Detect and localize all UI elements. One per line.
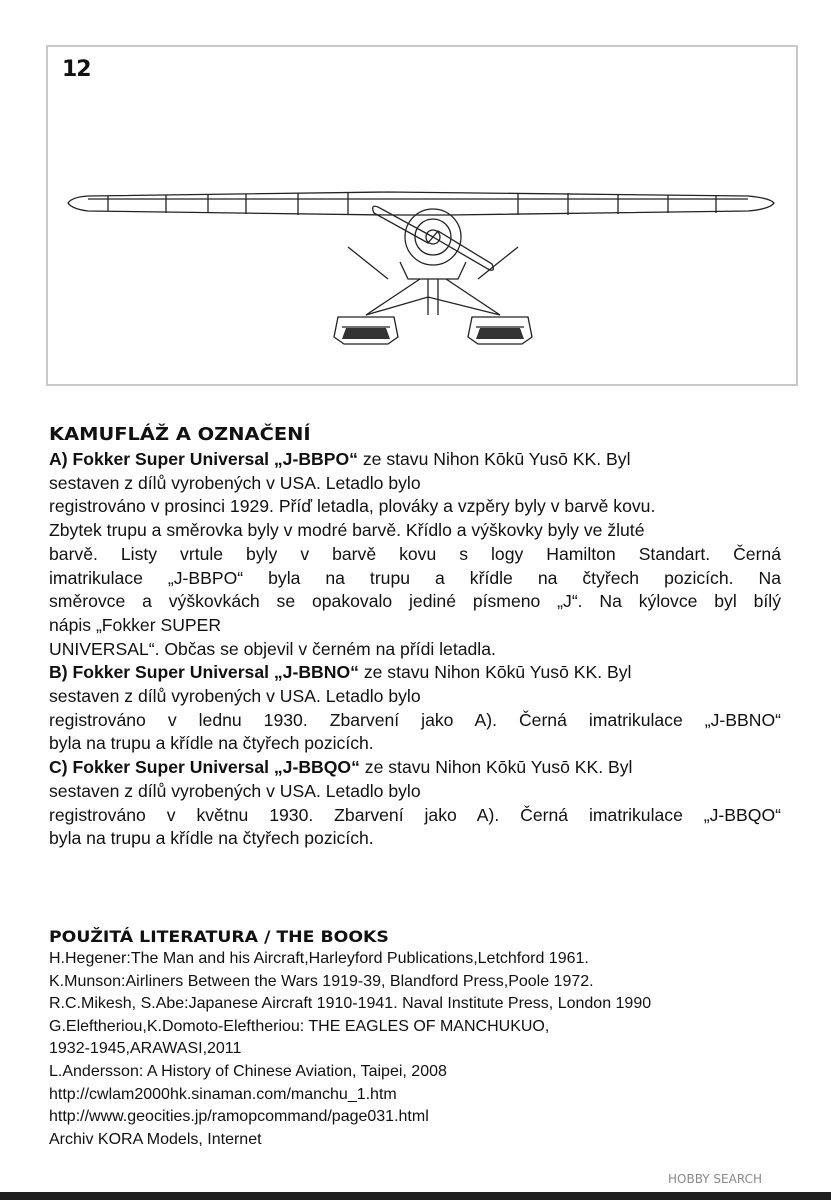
text-line: Zbytek trupu a směrovka byly v modré barvě. Křídlo a výškovky byly ve žluté bbox=[49, 520, 645, 541]
variant-c-line-1 bbox=[49, 756, 781, 780]
text-line: byla na trupu a křídle na čtyřech pozicích. bbox=[49, 828, 374, 849]
text-line: registrováno v květnu 1930. Zbarvení jako A). Černá imatrikulace „J-BBQO“ bbox=[49, 804, 781, 825]
watermark: HOBBY SEARCH bbox=[668, 1172, 762, 1186]
variant-a-line-1 bbox=[49, 448, 781, 472]
references-list bbox=[49, 948, 809, 1151]
reference-item: Archiv KORA Models, Internet bbox=[49, 1130, 262, 1148]
variant-a-title: A) Fokker Super Universal „J-BBPO“ bbox=[49, 449, 358, 469]
reference-item: 1932-1945,ARAWASI,2011 bbox=[49, 1040, 242, 1058]
text-line: UNIVERSAL“. Občas se objevil v černém na přídi letadla. bbox=[49, 638, 496, 659]
reference-item: L.Andersson: A History of Chinese Aviation, Taipei, 2008 bbox=[49, 1062, 447, 1080]
variant-b-title: B) Fokker Super Universal „J-BBNO“ bbox=[49, 662, 359, 683]
text-run: ze stavu Nihon Kōkū Yusō KK. Byl bbox=[359, 757, 633, 778]
text-line: směrovce a výškovkách se opakovalo jediné písmeno „J“. Na kýlovce byl bílý bbox=[49, 591, 781, 612]
text-line: barvě. Listy vrtule byly v barvě kovu s logy Hamilton Standart. Černá bbox=[49, 543, 781, 564]
section-heading-books: POUŽITÁ LITERATURA / THE BOOKS bbox=[49, 927, 389, 946]
text-line: sestaven z dílů vyrobených v USA. Letadlo bylo bbox=[49, 686, 421, 707]
reference-item: R.C.Mikesh, S.Abe:Japanese Aircraft 1910-1941. Naval Institute Press, London 1990 bbox=[49, 995, 652, 1013]
reference-item: K.Munson:Airliners Between the Wars 1919-39, Blandford Press,Poole 1972. bbox=[49, 972, 594, 990]
variant-b-line-1 bbox=[49, 661, 781, 685]
aircraft-front-view-drawing bbox=[48, 47, 800, 388]
text-run: ze stavu Nihon Kōkū Yusō KK. Byl bbox=[357, 449, 631, 469]
page-number: 12 bbox=[62, 57, 91, 82]
text-line: imatrikulace „J-BBPO“ byla na trupu a křídle na čtyřech pozicích. Na bbox=[49, 567, 781, 588]
variant-c-title: C) Fokker Super Universal „J-BBQO“ bbox=[49, 757, 360, 778]
reference-link[interactable]: http://www.geocities.jp/ramopcommand/page031.html bbox=[49, 1108, 429, 1126]
text-line: registrováno v lednu 1930. Zbarvení jako A). Černá imatrikulace „J-BBNO“ bbox=[49, 709, 781, 730]
drawing-frame bbox=[46, 45, 798, 386]
text-run: ze stavu Nihon Kōkū Yusō KK. Byl bbox=[358, 662, 632, 683]
camouflage-description bbox=[49, 448, 781, 851]
reference-item: G.Eleftheriou,K.Domoto-Eleftheriou: THE EAGLES OF MANCHUKUO, bbox=[49, 1017, 550, 1035]
text-line: byla na trupu a křídle na čtyřech pozicích. bbox=[49, 733, 374, 754]
text-line: nápis „Fokker SUPER bbox=[49, 614, 222, 635]
bottom-edge-bar bbox=[0, 1192, 831, 1200]
text-line: registrováno v prosinci 1929. Příď letadla, plováky a vzpěry byly v barvě kovu. bbox=[49, 496, 656, 517]
section-heading-camouflage: KAMUFLÁŽ A OZNAČENÍ bbox=[49, 424, 311, 445]
text-line: sestaven z dílů vyrobených v USA. Letadlo bylo bbox=[49, 780, 421, 801]
text-line: sestaven z dílů vyrobených v USA. Letadlo bylo bbox=[49, 472, 421, 493]
reference-item: H.Hegener:The Man and his Aircraft,Harleyford Publications,Letchford 1961. bbox=[49, 950, 589, 967]
reference-link[interactable]: http://cwlam2000hk.sinaman.com/manchu_1.htm bbox=[49, 1085, 397, 1103]
